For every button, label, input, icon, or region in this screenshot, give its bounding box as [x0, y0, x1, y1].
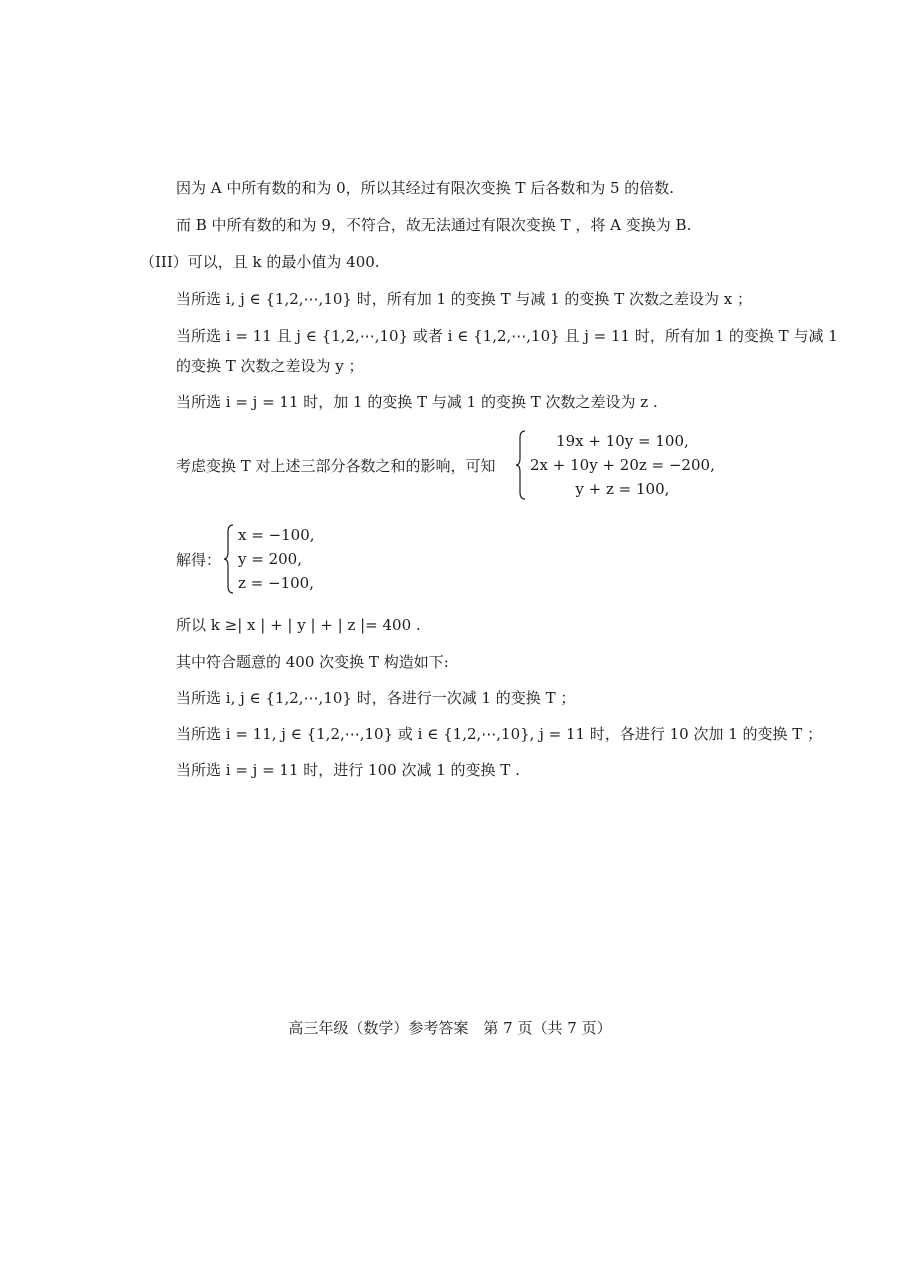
text-line-10: 所以 k ≥| x | + | y | + | z |= 400 . — [176, 616, 421, 634]
text-line-11: 其中符合题意的 400 次变换 T 构造如下: — [176, 653, 449, 671]
solution-row: x = −100, — [238, 526, 315, 544]
solution-system — [224, 523, 315, 595]
solution-row: y = 200, — [238, 550, 302, 568]
equation-system — [516, 429, 715, 501]
page-footer: 高三年级（数学）参考答案 第 7 页（共 7 页） — [288, 1019, 612, 1037]
text-line-4: 当所选 i, j ∈ {1,2,⋯,10} 时，所有加 1 的变换 T 与减 1 的变换 T 次数之差设为 x ； — [176, 290, 752, 308]
equation-row: y + z = 100, — [575, 480, 670, 498]
text-line-9: 解得： — [176, 551, 222, 569]
system-rows — [530, 429, 715, 501]
solution-rows — [238, 523, 315, 595]
text-line-2: 而 B 中所有数的和为 9，不符合，故无法通过有限次变换 T ，将 A 变换为 B. — [176, 216, 692, 234]
equation-row: 19x + 10y = 100, — [556, 432, 689, 450]
text-line-5: 当所选 i = 11 且 j ∈ {1,2,⋯,10} 或者 i ∈ {1,2,⋯,10} 且 j = 11 时，所有加 1 的变换 T 与减 1 — [176, 327, 838, 345]
text-line-12: 当所选 i, j ∈ {1,2,⋯,10} 时，各进行一次减 1 的变换 T ； — [176, 689, 576, 707]
left-brace-icon — [516, 430, 526, 500]
part-iii-heading: （III）可以，且 k 的最小值为 400. — [140, 253, 380, 271]
solution-row: z = −100, — [238, 574, 314, 592]
text-line-6: 的变换 T 次数之差设为 y ； — [176, 357, 364, 375]
equation-row: 2x + 10y + 20z = −200, — [530, 456, 715, 474]
text-line-7: 当所选 i = j = 11 时，加 1 的变换 T 与减 1 的变换 T 次数之差设为 z . — [176, 393, 658, 411]
text-line-13: 当所选 i = 11, j ∈ {1,2,⋯,10} 或 i ∈ {1,2,⋯,10}, j = 11 时，各进行 10 次加 1 的变换 T ； — [176, 725, 823, 743]
text-line-14: 当所选 i = j = 11 时，进行 100 次减 1 的变换 T . — [176, 761, 520, 779]
text-line-8: 考虑变换 T 对上述三部分各数之和的影响，可知 — [176, 457, 496, 475]
left-brace-icon — [224, 524, 234, 594]
text-line-1: 因为 A 中所有数的和为 0，所以其经过有限次变换 T 后各数和为 5 的倍数. — [176, 179, 675, 197]
